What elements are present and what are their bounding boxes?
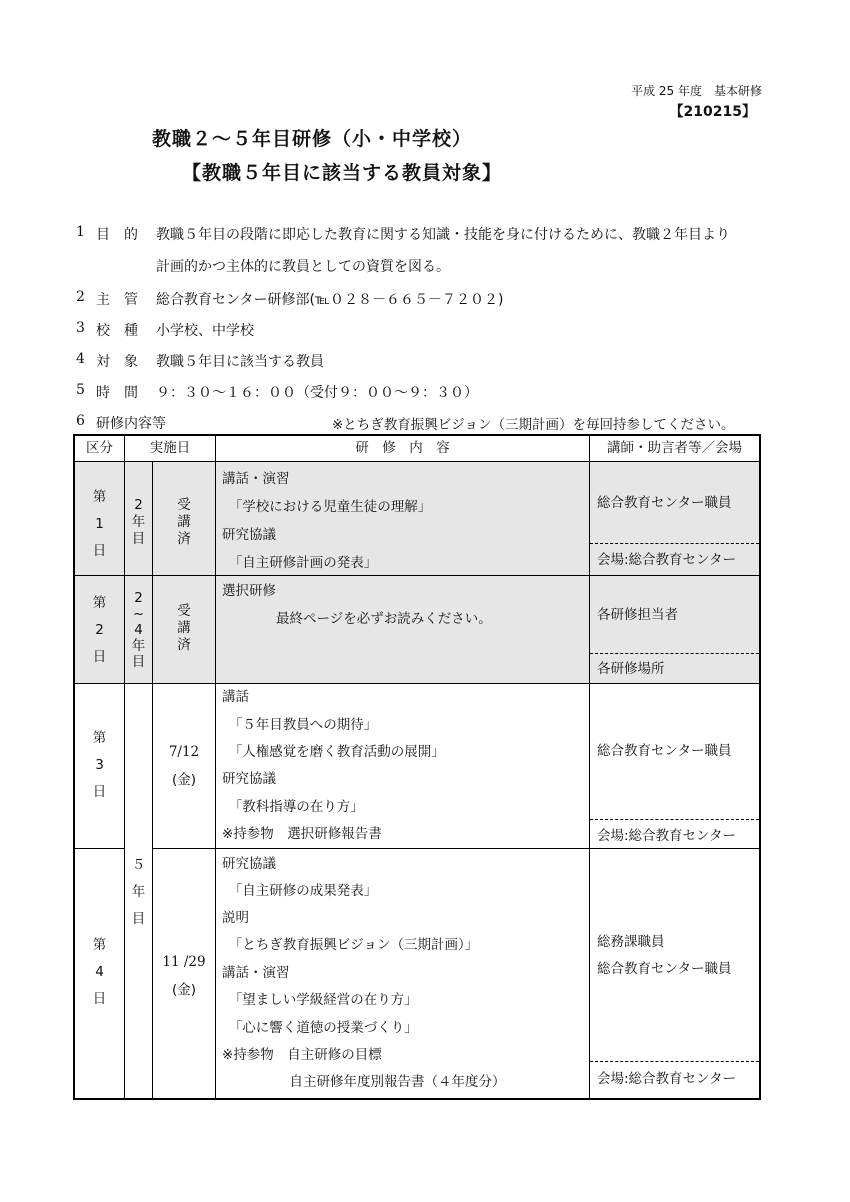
row1-venue: 会場:総合教育センター bbox=[597, 552, 737, 568]
item-5-text: ９：３０～１６：００（受付９：００～９：３０） bbox=[156, 385, 478, 401]
row1-day: 第 1 日 bbox=[92, 489, 107, 559]
row4-date: 11 /29 bbox=[162, 954, 206, 970]
title-line2: 【教職５年目に該当する教員対象】 bbox=[182, 162, 503, 184]
item-4-label: 対 象 bbox=[96, 354, 138, 370]
rows34-year: ５ 年 目 bbox=[131, 857, 146, 927]
item-6-note: ※とちぎ教育振興ビジョン（三期計画）を毎回持参してください。 bbox=[332, 417, 735, 433]
item-3-num: 3 bbox=[76, 320, 85, 336]
row3-date: 7/12 bbox=[168, 744, 200, 760]
item-4-text: 教職５年目に該当する教員 bbox=[156, 354, 324, 370]
row4-content-1: 「自主研修の成果発表」 bbox=[222, 883, 378, 899]
row3-content-1: 「５年目教員への期待」 bbox=[222, 717, 378, 733]
row2-content-0: 選択研修 bbox=[222, 583, 276, 599]
row3-content-4: 「教科指導の在り方」 bbox=[222, 799, 364, 815]
row4-content-2: 説明 bbox=[222, 910, 249, 926]
row3-venue: 会場:総合教育センター bbox=[597, 828, 737, 844]
item-2-text: 総合教育センター研修部(℡０２８－６６５－７２０２) bbox=[156, 292, 504, 308]
row3-weekday: (金) bbox=[171, 772, 197, 788]
row4-weekday: (金) bbox=[171, 982, 197, 998]
row2-status: 受 講 済 bbox=[177, 603, 191, 653]
row3-content-0: 講話 bbox=[222, 689, 249, 705]
th-kubun: 区分 bbox=[86, 440, 113, 456]
item-1-label: 目 的 bbox=[96, 227, 138, 243]
row1-status: 受 講 済 bbox=[177, 497, 191, 547]
row1-content-0: 講話・演習 bbox=[222, 471, 290, 487]
row2-lecturer: 各研修担当者 bbox=[597, 607, 678, 623]
item-6-label: 研修内容等 bbox=[96, 416, 166, 432]
item-2-label: 主 管 bbox=[96, 292, 138, 308]
row4-content-4: 講話・演習 bbox=[222, 965, 290, 981]
item-6-num: 6 bbox=[76, 413, 85, 429]
row4-content-6: 「心に響く道徳の授業づくり」 bbox=[222, 1020, 418, 1036]
row3-lecturer: 総合教育センター職員 bbox=[597, 743, 732, 759]
row4-lecturer2: 総合教育センター職員 bbox=[597, 961, 732, 977]
th-content: 研 修 内 容 bbox=[355, 440, 450, 456]
row1-content-3: 「自主研修計画の発表」 bbox=[222, 555, 378, 571]
item-1-text: 教職５年目の段階に即応した教育に関する知識・技能を身に付けるために、教職２年目より bbox=[156, 227, 730, 243]
item-1-text2: 計画的かつ主体的に教員としての資質を図る。 bbox=[156, 259, 450, 275]
row3-content-3: 研究協議 bbox=[222, 771, 276, 787]
row3-content-2: 「人権感覚を磨く教育活動の展開」 bbox=[222, 744, 445, 760]
row4-content-3: 「とちぎ教育振興ビジョン（三期計画）」 bbox=[222, 937, 479, 953]
item-4-num: 4 bbox=[76, 351, 85, 367]
row4-content-8: 自主研修年度別報告書（４年度分） bbox=[222, 1074, 506, 1090]
title-line1: 教職２～５年目研修（小・中学校） bbox=[152, 128, 473, 150]
item-3-label: 校 種 bbox=[96, 323, 138, 339]
header-year-course: 平成 25 年度 基本研修 bbox=[631, 84, 762, 98]
item-5-num: 5 bbox=[76, 382, 85, 398]
row3-content-5: ※持参物 選択研修報告書 bbox=[222, 826, 382, 842]
row2-venue: 各研修場所 bbox=[597, 661, 665, 677]
item-2-num: 2 bbox=[76, 289, 85, 305]
header-code: 【210215】 bbox=[669, 104, 756, 120]
row2-year: 2 ~ 4 年 目 bbox=[131, 590, 146, 670]
th-date: 実施日 bbox=[149, 440, 191, 456]
th-lecturer: 講師・助言者等／会場 bbox=[607, 440, 742, 456]
item-3-text: 小学校、中学校 bbox=[156, 323, 254, 339]
row4-content-5: 「望ましい学級経営の在り方」 bbox=[222, 992, 418, 1008]
row1-content-1: 「学校における児童生徒の理解」 bbox=[222, 499, 432, 515]
row2-content-1: 最終ページを必ずお読みください。 bbox=[222, 611, 492, 627]
row4-venue: 会場:総合教育センター bbox=[597, 1071, 737, 1087]
row2-day: 第 2 日 bbox=[92, 595, 107, 665]
item-1-num: 1 bbox=[76, 224, 85, 240]
item-5-label: 時 間 bbox=[96, 385, 138, 401]
row1-content-2: 研究協議 bbox=[222, 527, 276, 543]
row4-content-0: 研究協議 bbox=[222, 856, 276, 872]
row3-day: 第 3 日 bbox=[92, 730, 107, 800]
row4-day: 第 4 日 bbox=[92, 937, 107, 1007]
row4-content-7: ※持参物 自主研修の目標 bbox=[222, 1047, 382, 1063]
row1-year: 2 年 目 bbox=[131, 497, 146, 547]
row4-lecturer: 総務課職員 bbox=[597, 934, 665, 950]
row1-lecturer: 総合教育センター職員 bbox=[597, 495, 732, 511]
